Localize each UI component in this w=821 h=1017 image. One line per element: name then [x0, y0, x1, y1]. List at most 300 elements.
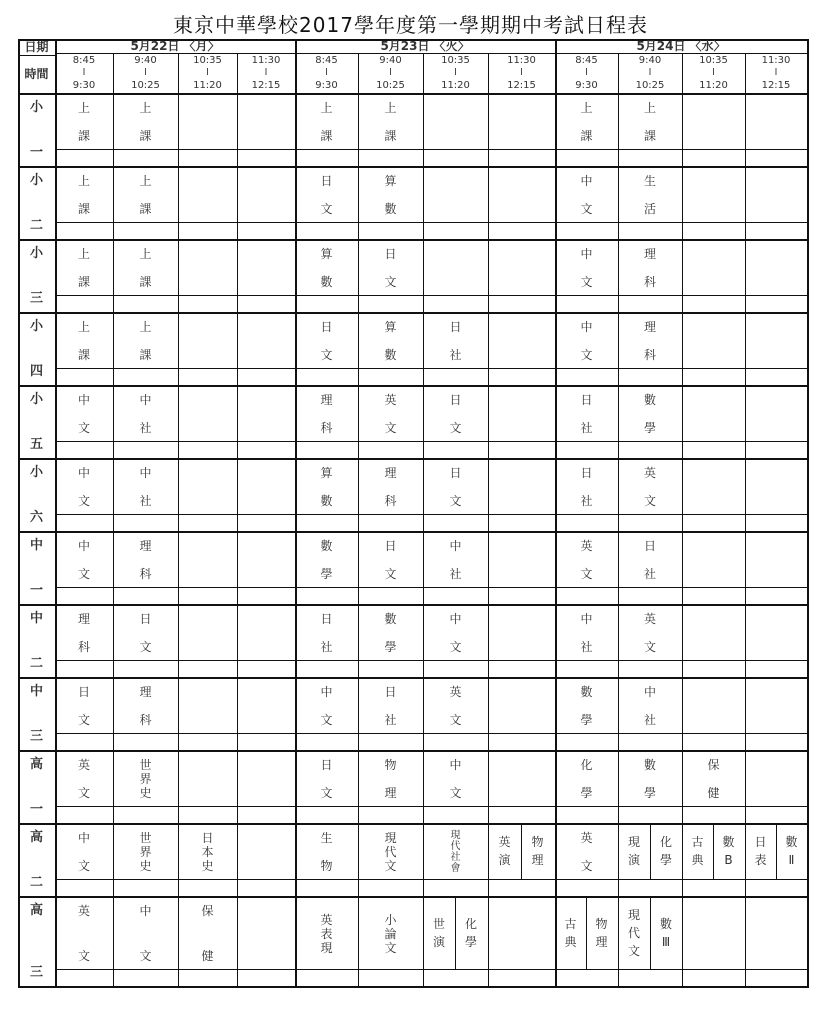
subject-char: 數: [384, 202, 397, 216]
grade-level: 高: [29, 830, 43, 845]
time-header-label: [18, 55, 55, 93]
end-time-text: 10:25: [635, 80, 665, 91]
period-end-time: [55, 79, 113, 92]
subject-char: 社: [139, 494, 152, 508]
subject-char: 代: [384, 845, 397, 859]
subject-cell: [618, 685, 682, 727]
subject-char: 文: [580, 859, 593, 873]
subject-char: 文: [449, 640, 462, 654]
subject-cell: [618, 466, 682, 508]
grade-label: [18, 904, 55, 980]
subject-char: 代: [450, 841, 461, 852]
subject-char: 數: [722, 835, 735, 849]
subject-char: 中: [77, 539, 90, 553]
subject-cell: [295, 101, 358, 143]
day-header: [555, 39, 807, 53]
period-start-time: [618, 54, 682, 66]
separator-text: I: [144, 67, 147, 78]
subject-char: 日: [580, 393, 593, 407]
subject-cell: [113, 466, 178, 508]
period-end-time: [745, 79, 807, 92]
subject-char: 物: [320, 859, 333, 873]
day-date: 5月23日: [380, 39, 430, 53]
subject-cell: [358, 612, 423, 654]
subject-char: 英: [320, 912, 333, 927]
end-time-text: 10:25: [131, 80, 160, 91]
time-separator: [178, 67, 237, 79]
subject-char: 科: [320, 421, 333, 435]
start-time-text: 10:35: [699, 54, 728, 66]
grade-number: 三: [29, 291, 43, 306]
subject-char: 中: [139, 393, 152, 407]
day-weekday: 〈火〉: [433, 39, 470, 53]
subject-cell: [423, 612, 488, 654]
subject-char: 化: [580, 758, 593, 772]
subject-char: 論: [384, 926, 397, 941]
subject-cell: [745, 829, 776, 873]
end-time-text: 12:15: [251, 80, 281, 91]
subject-char: 中: [449, 612, 462, 626]
end-time-text: 9:30: [575, 80, 598, 91]
subject-char: 典: [564, 934, 577, 949]
subject-char: 世: [139, 831, 152, 845]
subject-char: 算: [384, 174, 397, 188]
separator-text: I: [774, 67, 778, 78]
subject-char: 活: [643, 202, 656, 216]
subject-char: 算: [320, 247, 333, 261]
grid-line: [807, 39, 809, 988]
subject-cell: [618, 393, 682, 435]
subject-cell: [650, 902, 682, 963]
subject-cell: [55, 247, 113, 289]
subject-char: 英: [643, 612, 656, 626]
period-end-time: [555, 79, 618, 92]
subject-char: 文: [580, 348, 593, 362]
subject-cell: [618, 612, 682, 654]
subject-char: 化: [464, 916, 477, 931]
period-start-time: [488, 54, 555, 66]
separator-text: I: [325, 67, 328, 78]
subject-cell: [358, 758, 423, 800]
grid-line: [55, 733, 807, 734]
grade-level: 小: [29, 100, 43, 115]
subject-cell: [295, 174, 358, 216]
end-time-text: 12:15: [761, 80, 791, 91]
subject-char: 上: [139, 174, 152, 188]
subject-cell: [555, 101, 618, 143]
grade-level: 中: [29, 684, 43, 699]
time-separator: [295, 67, 358, 79]
grid-line: [55, 969, 807, 970]
subject-cell: [618, 101, 682, 143]
subject-cell: [618, 829, 650, 873]
subject-char: 界: [139, 845, 152, 859]
subject-char: 現: [384, 831, 397, 845]
subject-cell: [113, 685, 178, 727]
subject-cell: [295, 320, 358, 362]
start-time-text: 11:30: [761, 54, 791, 66]
subject-char: 健: [707, 786, 720, 800]
subject-cell: [113, 831, 178, 873]
subject-char: 演: [498, 853, 511, 867]
subject-cell: [555, 247, 618, 289]
period-start-time: [113, 54, 178, 66]
subject-char: 上: [139, 320, 152, 334]
subject-cell: [423, 539, 488, 581]
subject-cell: [618, 902, 650, 963]
subject-char: 理: [595, 934, 608, 949]
subject-char: 保: [201, 904, 214, 918]
subject-char: 文: [384, 275, 397, 289]
end-time-text: 11:20: [193, 80, 222, 91]
period-end-time: [178, 79, 237, 92]
grade-number: 一: [29, 583, 43, 598]
start-time-text: 9:40: [134, 54, 157, 66]
subject-char: 理: [384, 466, 397, 480]
period-end-time: [237, 79, 295, 92]
time-separator: [55, 67, 113, 79]
subject-cell: [618, 320, 682, 362]
subject-char: 日: [449, 466, 462, 480]
subject-cell: [358, 393, 423, 435]
grade-label: [18, 466, 55, 525]
subject-char: 古: [691, 835, 704, 849]
date-header-label: [18, 39, 55, 55]
time-separator: [113, 67, 178, 79]
subject-char: 物: [531, 835, 544, 849]
subject-cell: [55, 174, 113, 216]
subject-char: 世: [139, 758, 152, 772]
subject-char: 科: [77, 640, 90, 654]
subject-char: 社: [320, 640, 333, 654]
period-start-time: [555, 54, 618, 66]
subject-char: 小: [384, 912, 397, 927]
subject-cell: [358, 831, 423, 873]
subject-char: 文: [139, 949, 152, 963]
grid-line: [237, 53, 238, 986]
subject-char: 學: [643, 786, 656, 800]
grid-line: [18, 385, 807, 387]
grid-line: [18, 166, 807, 168]
subject-char: 社: [580, 640, 593, 654]
subject-char: 理: [77, 612, 90, 626]
day-weekday: 〈月〉: [183, 39, 220, 53]
grid-line: [18, 239, 807, 241]
subject-char: 文: [320, 348, 333, 362]
subject-char: 演: [432, 934, 445, 949]
subject-cell: [295, 685, 358, 727]
subject-char: 文: [77, 786, 90, 800]
subject-char: 科: [384, 494, 397, 508]
subject-char: 日: [754, 835, 767, 849]
subject-char: 英: [77, 904, 90, 918]
subject-cell: [423, 393, 488, 435]
grid-line: [18, 312, 807, 314]
start-time-text: 8:45: [315, 54, 338, 66]
subject-cell: [113, 612, 178, 654]
period-end-time: [113, 79, 178, 92]
subject-char: 社: [580, 421, 593, 435]
grade-number: 六: [29, 510, 43, 525]
grid-line: [18, 677, 807, 679]
subject-cell: [488, 829, 521, 873]
period-start-time: [745, 54, 807, 66]
subject-char: 數: [643, 758, 656, 772]
subject-cell: [682, 829, 713, 873]
subject-cell: [358, 466, 423, 508]
subject-cell: [618, 539, 682, 581]
grid-line: [55, 660, 807, 661]
subject-char: 文: [320, 713, 333, 727]
subject-char: 課: [77, 129, 90, 143]
subject-char: 文: [77, 859, 90, 873]
end-time-text: 9:30: [315, 80, 338, 91]
subject-cell: [55, 685, 113, 727]
grade-level: 高: [29, 757, 43, 772]
subject-char: 上: [77, 174, 90, 188]
grade-label: [18, 174, 55, 233]
subject-char: 文: [384, 421, 397, 435]
subject-char: 文: [384, 567, 397, 581]
subject-char: 上: [77, 101, 90, 115]
subject-char: 保: [707, 758, 720, 772]
subject-char: 中: [139, 466, 152, 480]
grid-line: [55, 514, 807, 515]
grid-line: [18, 458, 807, 460]
subject-char: 生: [643, 174, 656, 188]
subject-char: 課: [139, 129, 152, 143]
subject-cell: [55, 320, 113, 362]
grade-level: 小: [29, 465, 43, 480]
grid-line: [18, 531, 807, 533]
subject-cell: [295, 466, 358, 508]
subject-char: 上: [139, 101, 152, 115]
subject-char: 中: [77, 393, 90, 407]
period-end-time: [358, 79, 423, 92]
subject-char: 學: [659, 853, 672, 867]
subject-char: 課: [139, 348, 152, 362]
subject-char: 日: [643, 539, 656, 553]
grid-line: [18, 896, 807, 898]
subject-cell: [586, 902, 617, 963]
grade-level: 小: [29, 319, 43, 334]
subject-char: 理: [139, 685, 152, 699]
subject-char: 文: [643, 494, 656, 508]
subject-char: 社: [643, 567, 656, 581]
subject-cell: [423, 758, 488, 800]
subject-char: 世: [432, 916, 445, 931]
day-header: [295, 39, 555, 53]
subject-char: 課: [580, 129, 593, 143]
time-label-text: 時間: [24, 67, 49, 81]
grade-number: 二: [29, 875, 43, 890]
subject-char: 科: [139, 713, 152, 727]
subject-cell: [358, 320, 423, 362]
grid-line: [55, 222, 807, 223]
subject-char: 英: [498, 835, 511, 849]
subject-char: 上: [139, 247, 152, 261]
subject-char: 文: [580, 567, 593, 581]
subject-cell: [358, 101, 423, 143]
subject-char: 學: [384, 640, 397, 654]
subject-char: 現: [450, 830, 461, 841]
grade-level: 高: [29, 903, 43, 918]
subject-char: 社: [384, 713, 397, 727]
grade-label: [18, 393, 55, 452]
subject-char: 理: [320, 393, 333, 407]
subject-cell: [113, 320, 178, 362]
grade-number: 一: [29, 145, 43, 160]
subject-char: 日: [580, 466, 593, 480]
subject-char: 英: [580, 539, 593, 553]
grid-line: [55, 149, 807, 150]
subject-char: 文: [77, 713, 90, 727]
subject-char: 演: [627, 853, 640, 867]
subject-char: 古: [564, 916, 577, 931]
subject-char: 日: [449, 320, 462, 334]
subject-char: 理: [531, 853, 544, 867]
subject-cell: [55, 831, 113, 873]
subject-char: 化: [659, 835, 672, 849]
day-date: 5月22日: [130, 39, 180, 53]
start-time-text: 11:30: [251, 54, 281, 66]
grade-label: [18, 685, 55, 744]
period-start-time: [178, 54, 237, 66]
subject-char: 上: [580, 101, 593, 115]
subject-char: 學: [580, 786, 593, 800]
grid-line: [18, 93, 807, 95]
subject-cell: [358, 247, 423, 289]
subject-cell: [55, 101, 113, 143]
subject-char: 中: [580, 247, 593, 261]
subject-cell: [113, 101, 178, 143]
grade-number: 一: [29, 802, 43, 817]
subject-char: 學: [464, 934, 477, 949]
grid-line: [18, 823, 807, 825]
subject-cell: [113, 247, 178, 289]
subject-char: 文: [77, 421, 90, 435]
end-time-text: 11:20: [699, 80, 728, 91]
day-date: 5月24日: [636, 39, 686, 53]
subject-char: 數: [643, 393, 656, 407]
grid-line: [55, 368, 807, 369]
subject-cell: [555, 831, 618, 873]
grid-line: [18, 986, 807, 988]
subject-cell: [178, 904, 237, 963]
subject-char: 英: [449, 685, 462, 699]
subject-cell: [650, 829, 682, 873]
subject-char: 上: [643, 101, 656, 115]
subject-char: 學: [643, 421, 656, 435]
subject-char: 中: [320, 685, 333, 699]
subject-char: 數: [320, 494, 333, 508]
grade-number: 三: [29, 729, 43, 744]
subject-char: 日: [384, 247, 397, 261]
subject-char: 日: [384, 685, 397, 699]
subject-cell: [295, 393, 358, 435]
period-end-time: [488, 79, 555, 92]
subject-cell: [423, 320, 488, 362]
subject-char: Ⅲ: [661, 934, 671, 949]
grade-level: 中: [29, 538, 43, 553]
end-time-text: 9:30: [72, 80, 96, 91]
subject-char: 日: [320, 612, 333, 626]
subject-char: 課: [77, 348, 90, 362]
subject-cell: [55, 904, 113, 963]
subject-char: 現: [627, 907, 640, 922]
subject-cell: [455, 902, 487, 963]
grid-line: [55, 806, 807, 807]
grade-label: [18, 612, 55, 671]
start-time-text: 10:35: [193, 54, 222, 66]
subject-cell: [682, 758, 745, 800]
subject-char: 日: [320, 174, 333, 188]
subject-char: 社: [580, 494, 593, 508]
separator-text: I: [520, 67, 523, 78]
subject-char: 文: [449, 786, 462, 800]
subject-char: B: [724, 853, 733, 867]
subject-char: 典: [691, 853, 704, 867]
day-header: [55, 39, 295, 53]
subject-char: 科: [139, 567, 152, 581]
separator-text: I: [206, 67, 209, 78]
subject-char: 表: [754, 853, 767, 867]
subject-cell: [295, 831, 358, 873]
grade-label: [18, 247, 55, 306]
subject-char: 日: [384, 539, 397, 553]
subject-cell: [521, 829, 554, 873]
subject-char: 上: [77, 247, 90, 261]
grid-line: [18, 750, 807, 752]
separator-text: I: [82, 67, 86, 78]
subject-char: 表: [320, 926, 333, 941]
subject-char: 英: [643, 466, 656, 480]
subject-char: 理: [643, 320, 656, 334]
subject-char: 文: [77, 949, 90, 963]
subject-cell: [423, 466, 488, 508]
time-separator: [555, 67, 618, 79]
subject-char: 文: [77, 494, 90, 508]
start-time-text: 10:35: [441, 54, 470, 66]
subject-char: 理: [139, 539, 152, 553]
time-separator: [618, 67, 682, 79]
subject-cell: [358, 685, 423, 727]
subject-char: 文: [449, 421, 462, 435]
subject-char: 中: [77, 831, 90, 845]
grade-label: [18, 539, 55, 598]
subject-char: 社: [449, 348, 462, 362]
subject-char: 生: [320, 831, 333, 845]
subject-char: 現: [627, 835, 640, 849]
subject-char: 中: [77, 466, 90, 480]
grid-line: [55, 295, 807, 296]
subject-char: 現: [320, 940, 333, 955]
subject-char: 課: [384, 129, 397, 143]
subject-cell: [618, 174, 682, 216]
end-time-text: 11:20: [441, 80, 470, 91]
grade-label: [18, 320, 55, 379]
subject-char: 中: [449, 758, 462, 772]
subject-char: 英: [580, 831, 593, 845]
subject-char: 文: [580, 275, 593, 289]
subject-cell: [295, 904, 358, 963]
period-start-time: [295, 54, 358, 66]
subject-char: 社: [643, 713, 656, 727]
subject-char: 科: [643, 275, 656, 289]
grade-label: [18, 101, 55, 160]
subject-char: 文: [384, 940, 397, 955]
subject-char: 數: [384, 348, 397, 362]
